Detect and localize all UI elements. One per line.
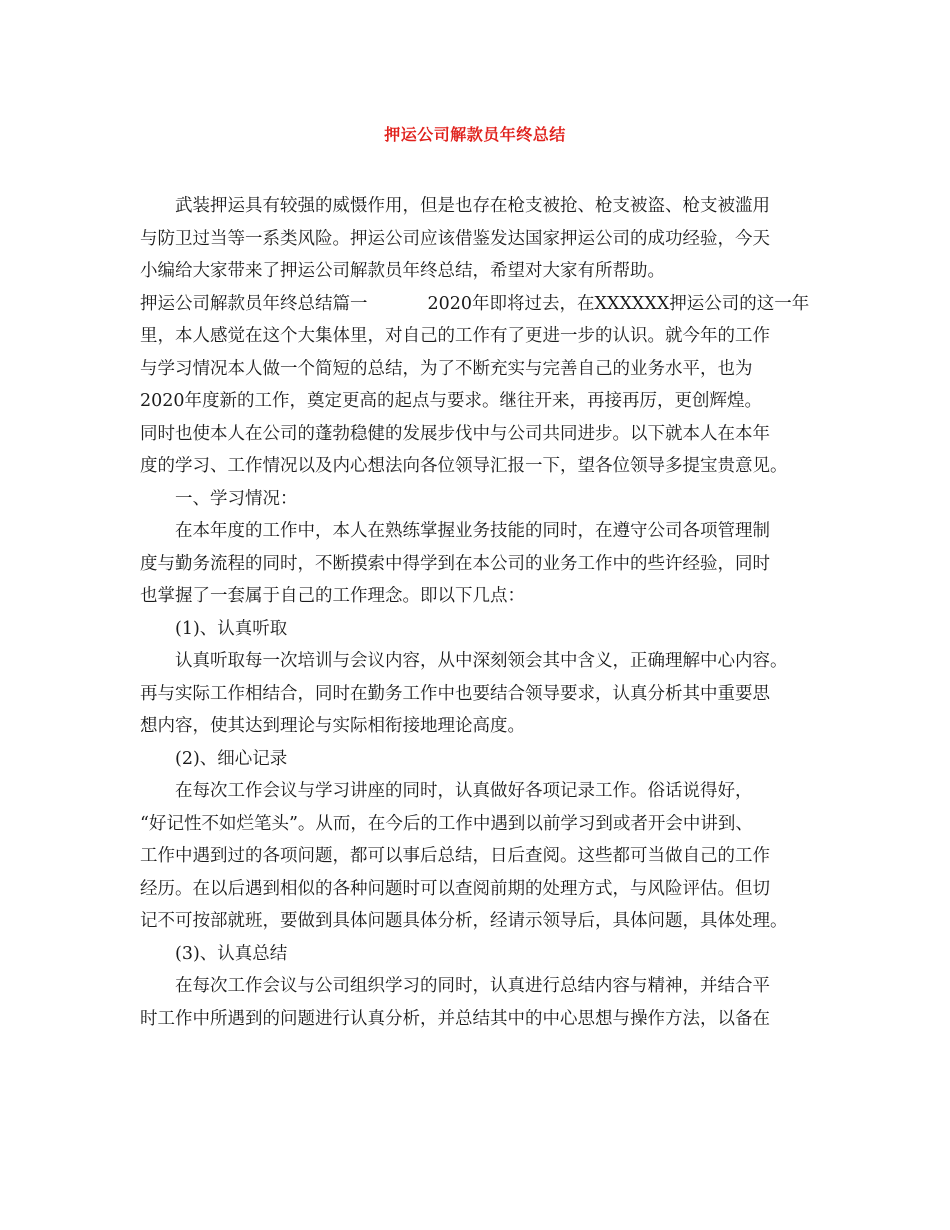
text-line — [140, 710, 820, 743]
text-line-content: 经历。在以后遇到相似的各种问题时可以查阅前期的处理方式，与风险评估。但切 — [140, 878, 770, 899]
text-line-content: (3)、认真总结 — [175, 943, 288, 964]
document-title: 押运公司解款员年终总结 — [384, 125, 566, 144]
text-line — [140, 970, 820, 1003]
text-line — [140, 808, 820, 841]
text-line — [140, 418, 820, 451]
text-line — [140, 1003, 820, 1036]
text-line — [140, 548, 820, 581]
text-line — [140, 288, 820, 321]
text-line-content: 度与勤务流程的同时，不断摸索中得学到在本公司的业务工作中的些许经验，同时 — [140, 553, 770, 574]
text-line-content: 也掌握了一套属于自己的工作理念。即以下几点： — [140, 586, 525, 606]
text-line-content: 里，本人感觉在这个大集体里，对自己的工作有了更进一步的认识。就今年的工作 — [140, 326, 770, 346]
text-line-content: 一、学习情况： — [175, 488, 298, 509]
text-line-content: 小编给大家带来了押运公司解款员年终总结，希望对大家有所帮助。 — [140, 261, 665, 281]
text-line — [140, 678, 820, 711]
text-line — [140, 320, 820, 353]
text-line-content: 与学习情况本人做一个简短的总结，为了不断充实与完善自己的业务水平，也为 — [140, 358, 753, 379]
text-line-content: 工作中遇到过的各项问题，都可以事后总结，日后查阅。这些都可当做自己的工作 — [140, 846, 770, 866]
text-line-content: 在每次工作会议与学习讲座的同时，认真做好各项记录工作。俗话说得好， — [175, 781, 753, 801]
text-line — [140, 580, 820, 613]
text-line-content: 在本年度的工作中，本人在熟练掌握业务技能的同时，在遵守公司各项管理制 — [175, 521, 770, 541]
text-line — [140, 515, 820, 548]
text-line — [140, 775, 820, 808]
text-line-content: 时工作中所遇到的问题进行认真分析，并总结其中的中心思想与操作方法，以备在 — [140, 1008, 770, 1029]
text-line-content: 度的学习、工作情况以及内心想法向各位领导汇报一下，望各位领导多提宝贵意见。 — [140, 456, 788, 476]
text-line-content: (2)、细心记录 — [175, 748, 288, 769]
text-line — [140, 613, 820, 646]
text-line-content: “好记性不如烂笔头”。从而，在今后的工作中遇到以前学习到或者开会中讲到、 — [140, 813, 753, 834]
text-line — [140, 255, 820, 288]
text-line-content: 押运公司解款员年终总结篇一 — [140, 293, 368, 314]
text-line — [140, 223, 820, 256]
text-line-content: 同时也使本人在公司的蓬勃稳健的发展步伐中与公司共同进步。以下就本人在本年 — [140, 423, 770, 444]
text-line — [140, 353, 820, 386]
text-line-continuation: 2020年即将过去，在XXXXXX押运公司的这一年 — [427, 293, 810, 314]
text-line — [140, 743, 820, 776]
text-line — [140, 190, 820, 223]
text-line — [140, 840, 820, 873]
text-line — [140, 873, 820, 906]
text-line — [140, 905, 820, 938]
text-line-content: 记不可按部就班，要做到具体问题具体分析，经请示领导后，具体问题，具体处理。 — [140, 911, 788, 931]
text-line-content: (1)、认真听取 — [175, 618, 288, 639]
text-line — [140, 385, 820, 418]
text-line — [140, 645, 820, 678]
document-body — [140, 190, 820, 1035]
text-line — [140, 450, 820, 483]
text-line-content: 武装押运具有较强的威慑作用，但是也存在枪支被抢、枪支被盗、枪支被滥用 — [175, 196, 770, 216]
text-line-content: 与防卫过当等一系类风险。押运公司应该借鉴发达国家押运公司的成功经验，今天 — [140, 228, 770, 249]
text-line-content: 再与实际工作相结合，同时在勤务工作中也要结合领导要求，认真分析其中重要思 — [140, 683, 770, 704]
text-line-content: 2020年度新的工作，奠定更高的起点与要求。继往开来，再接再厉，更创辉煌。 — [140, 391, 763, 411]
text-line — [140, 483, 820, 516]
text-line-content: 想内容，使其达到理论与实际相衔接地理论高度。 — [140, 716, 525, 736]
text-line-content: 认真听取每一次培训与会议内容，从中深刻领会其中含义，正确理解中心内容。 — [175, 651, 788, 671]
text-line — [140, 938, 820, 971]
text-line-content: 在每次工作会议与公司组织学习的同时，认真进行总结内容与精神，并结合平 — [175, 976, 770, 996]
